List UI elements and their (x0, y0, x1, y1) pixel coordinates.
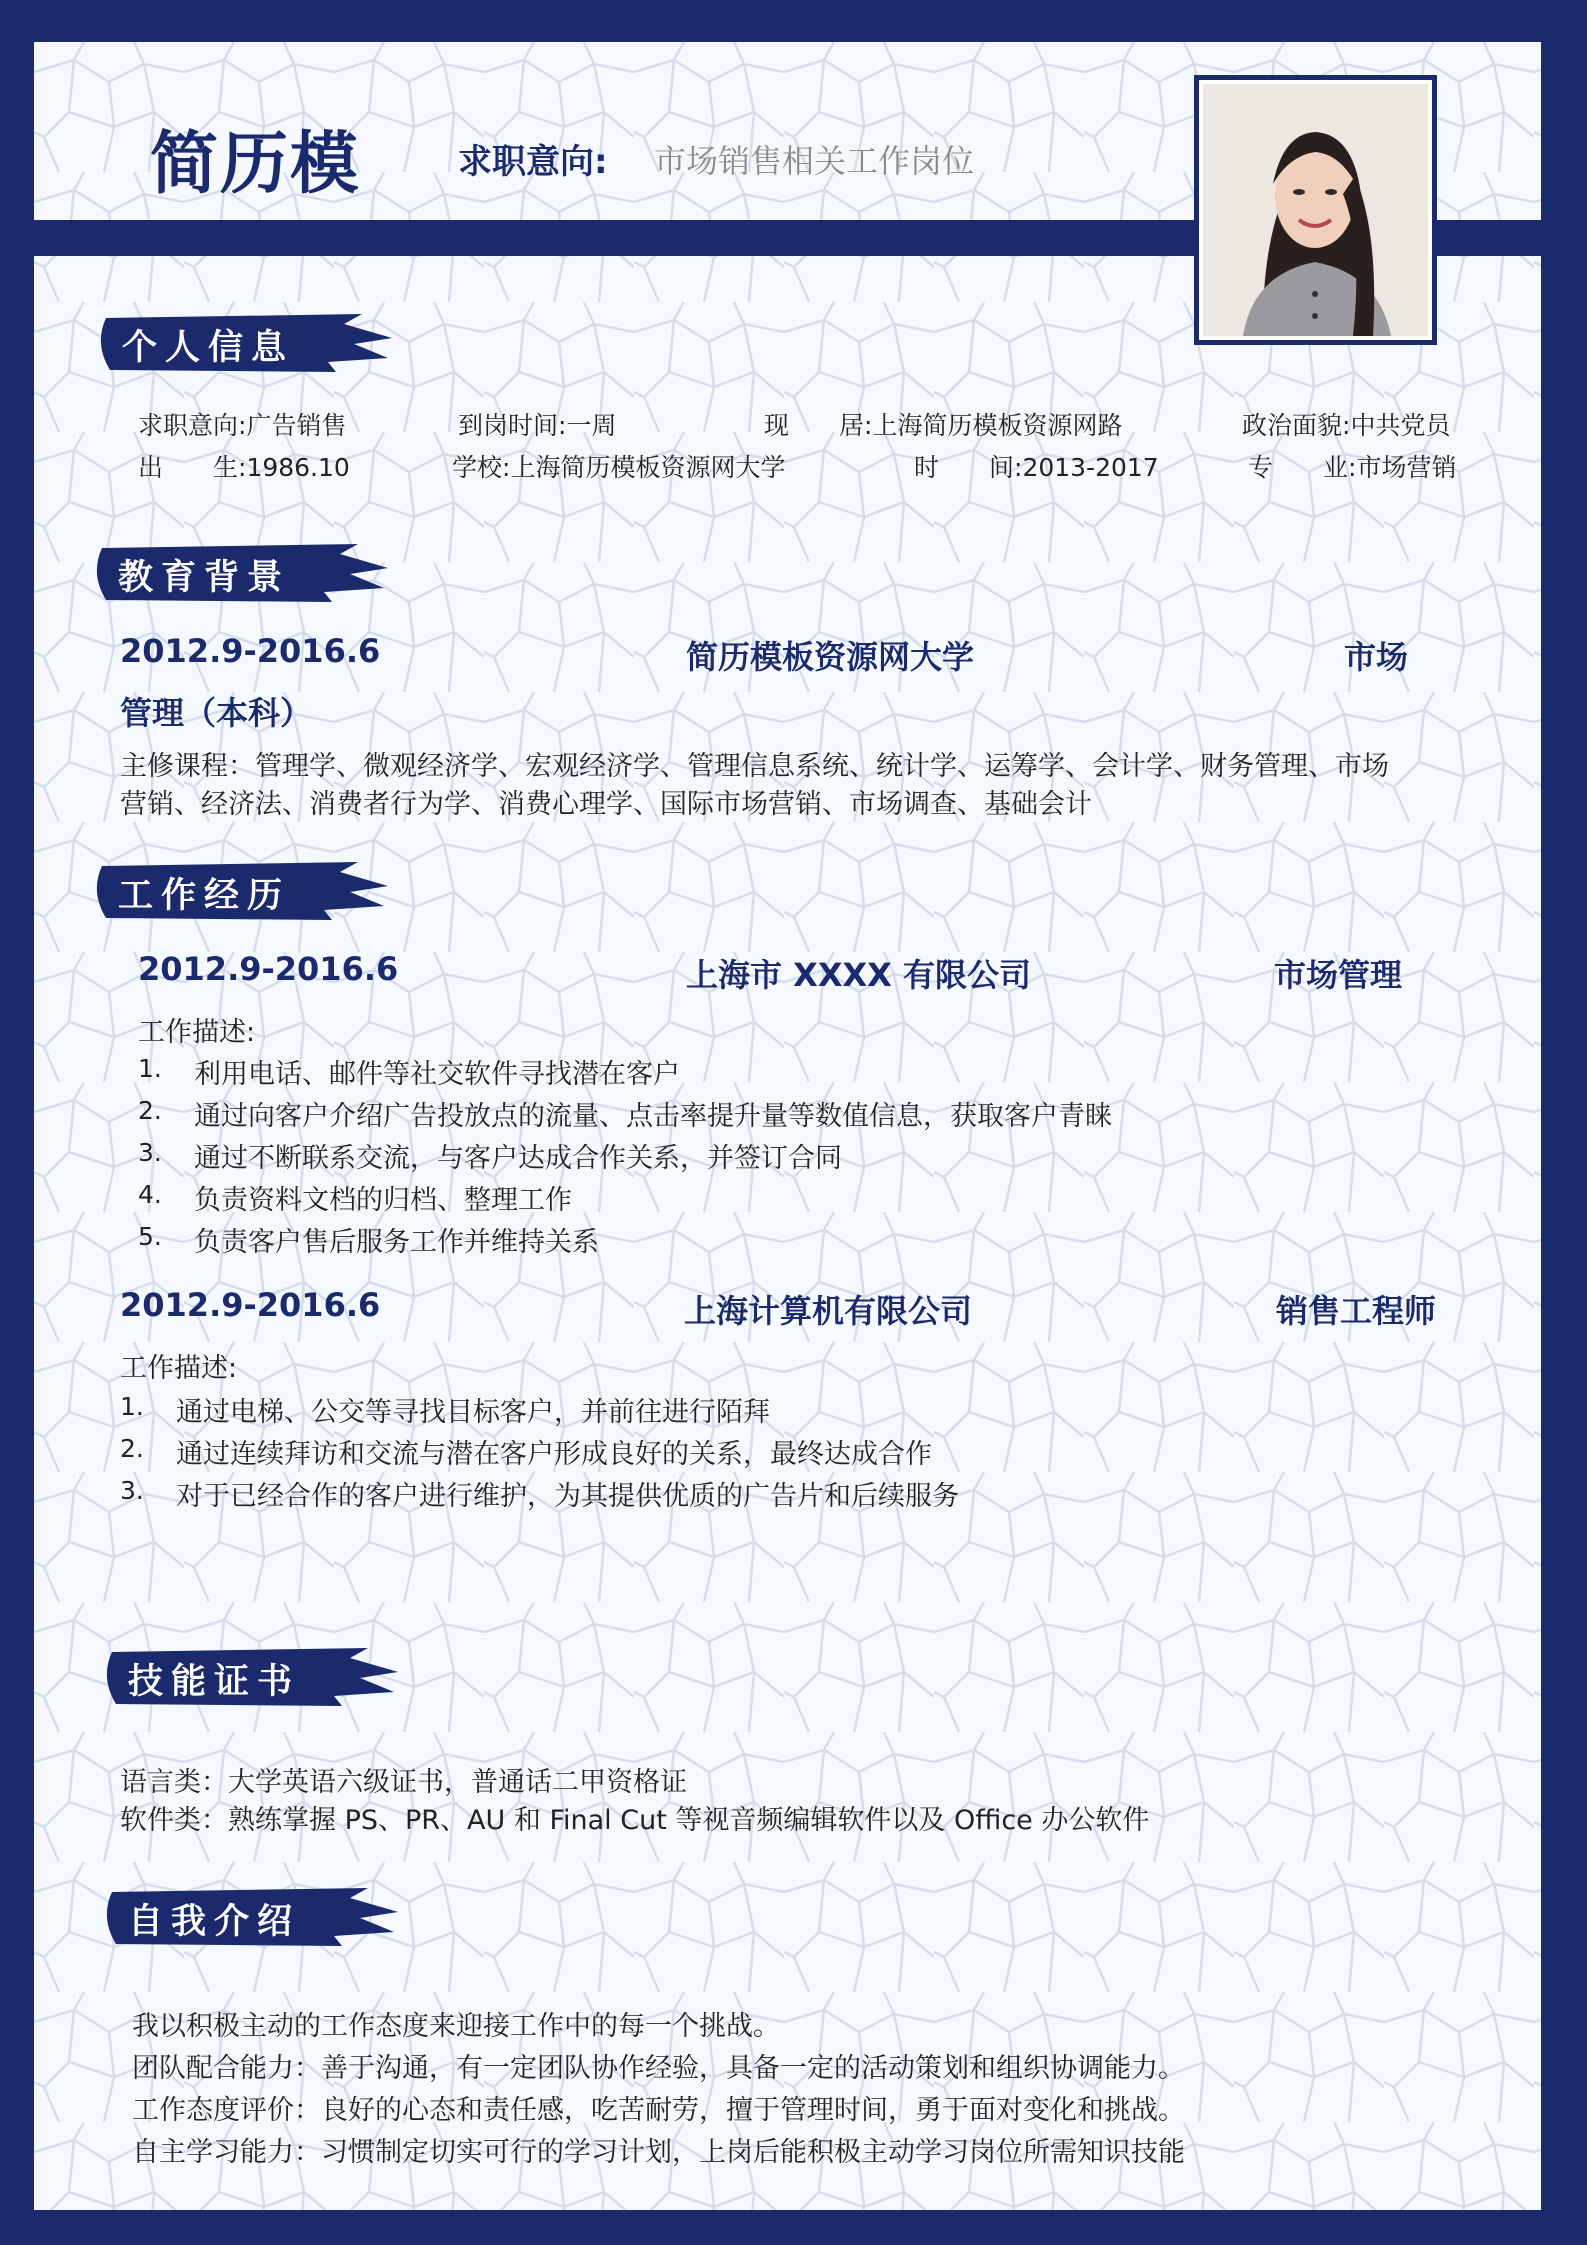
section-title: 个人信息 (122, 328, 295, 368)
section-heading-personal (92, 310, 402, 376)
section-title: 工作经历 (118, 876, 291, 916)
list-number: 5. (138, 1222, 162, 1251)
portrait-photo (1194, 75, 1437, 345)
job1-period: 2012.9-2016.6 (138, 950, 399, 988)
list-item: 通过连续拜访和交流与潜在客户形成良好的关系，最终达成合作 (176, 1439, 932, 1470)
info-politics: 政治面貌:中共党员 (1242, 411, 1451, 440)
info-residence: 现 居:上海简历模板资源网路 (764, 411, 1123, 440)
about-line: 自主学习能力：习惯制定切实可行的学习计划，上岗后能积极主动学习岗位所需知识技能 (132, 2137, 1185, 2168)
list-item: 通过不断联系交流，与客户达成合作关系，并签订合同 (194, 1143, 842, 1174)
resume-title: 简历模 (150, 125, 361, 204)
intent-label: 求职意向: (458, 142, 608, 182)
edu-period: 2012.9-2016.6 (120, 632, 381, 670)
job2-period: 2012.9-2016.6 (120, 1286, 381, 1324)
edu-school: 简历模板资源网大学 (686, 638, 975, 676)
list-item: 通过向客户介绍广告投放点的流量、点击率提升量等数值信息，获取客户青睐 (194, 1101, 1112, 1132)
edu-degree: 管理（本科） (120, 694, 313, 732)
job1-role: 市场管理 (1274, 956, 1403, 994)
list-number: 1. (138, 1054, 162, 1083)
list-item: 通过电梯、公交等寻找目标客户，并前往进行陌拜 (176, 1397, 770, 1428)
list-number: 2. (120, 1434, 144, 1463)
list-number: 2. (138, 1096, 162, 1125)
info-major: 专 业:市场营销 (1248, 453, 1457, 482)
list-item: 利用电话、邮件等社交软件寻找潜在客户 (194, 1059, 680, 1090)
info-birth: 出 生:1986.10 (138, 453, 350, 482)
skills-line-language: 语言类：大学英语六级证书，普通话二甲资格证 (120, 1767, 687, 1798)
list-item: 对于已经合作的客户进行维护，为其提供优质的广告片和后续服务 (176, 1481, 959, 1512)
list-number: 1. (120, 1392, 144, 1421)
list-number: 3. (120, 1476, 144, 1505)
portrait-icon (1203, 84, 1428, 336)
info-arrival: 到岗时间:一周 (458, 411, 617, 440)
list-number: 4. (138, 1180, 162, 1209)
about-line: 我以积极主动的工作态度来迎接工作中的每一个挑战。 (132, 2011, 780, 2042)
info-school: 学校:上海简历模板资源网大学 (452, 453, 786, 482)
edu-courses-1: 主修课程：管理学、微观经济学、宏观经济学、管理信息系统、统计学、运筹学、会计学、财务管理、市场 (120, 751, 1389, 782)
list-item: 负责客户售后服务工作并维持关系 (194, 1227, 599, 1258)
job2-desc-label: 工作描述: (120, 1353, 238, 1384)
section-heading-education (88, 540, 398, 606)
section-title: 教育背景 (118, 558, 291, 598)
skills-line-software: 软件类：熟练掌握 PS、PR、AU 和 Final Cut 等视音频编辑软件以及 Office 办公软件 (120, 1805, 1150, 1836)
list-number: 3. (138, 1138, 162, 1167)
info-time: 时 间:2013-2017 (914, 453, 1159, 482)
list-item: 负责资料文档的归档、整理工作 (194, 1185, 572, 1216)
resume-sheet (34, 42, 1541, 2210)
header-band-extension (1507, 220, 1531, 256)
about-line: 团队配合能力：善于沟通，有一定团队协作经验，具备一定的活动策划和组织协调能力。 (132, 2053, 1185, 2084)
section-heading-work (88, 858, 398, 924)
section-heading-skills (98, 1644, 408, 1710)
edu-major: 市场 (1344, 638, 1409, 676)
section-heading-about (98, 1884, 408, 1950)
info-row-1: 求职意向:广告销售 (138, 411, 347, 440)
edu-courses-clip (120, 782, 1420, 820)
intent-value: 市场销售相关工作岗位 (654, 142, 975, 180)
edu-courses-2: 营销、经济法、消费者行为学、消费心理学、国际市场营销、市场调查、基础会计 (120, 789, 1092, 820)
section-title: 自我介绍 (128, 1902, 301, 1942)
about-line: 工作态度评价：良好的心态和责任感，吃苦耐劳，擅于管理时间，勇于面对变化和挑战。 (132, 2095, 1185, 2126)
section-title: 技能证书 (128, 1662, 301, 1702)
job2-role: 销售工程师 (1276, 1292, 1437, 1330)
job2-company: 上海计算机有限公司 (684, 1292, 973, 1330)
job1-desc-label: 工作描述: (138, 1017, 256, 1048)
job1-company: 上海市 XXXX 有限公司 (686, 956, 1031, 994)
